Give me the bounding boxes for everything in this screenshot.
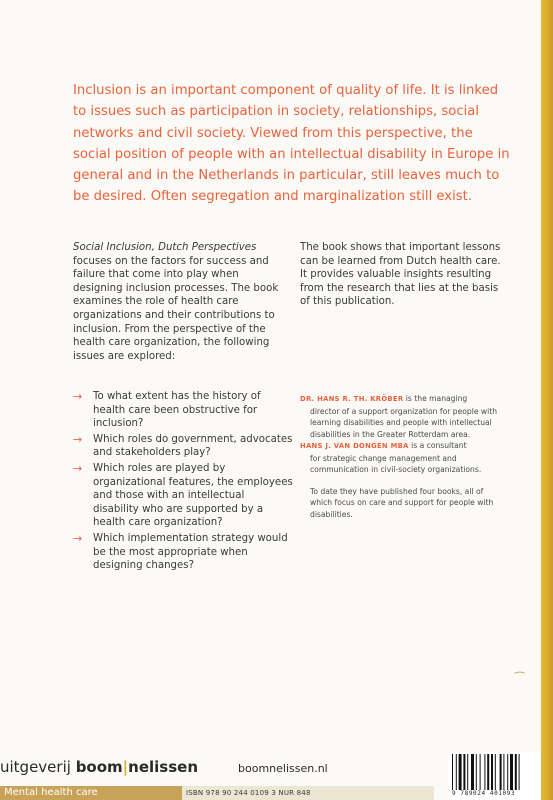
- author-desc-first: is the managing: [405, 394, 468, 403]
- issue-text: To what extent has the history of health care been obstructive for inclusion?: [93, 391, 261, 430]
- issues-list: [73, 390, 293, 575]
- isbn-label: ISBN 978 90 244 0109 3 NUR 848: [182, 786, 434, 800]
- publisher-slash: |: [122, 758, 129, 776]
- barcode-bars-icon: [452, 754, 537, 790]
- author-name: DR. HANS R. TH. KRÖBER: [300, 395, 404, 403]
- book-title: Social Inclusion, Dutch Perspectives: [73, 242, 257, 253]
- left-column: [73, 241, 283, 363]
- arrow-right-icon: →: [73, 531, 83, 545]
- category-label: Mental health care: [0, 786, 182, 800]
- author-desc-first: is a consultant: [411, 441, 467, 450]
- right-column: [300, 241, 510, 309]
- left-column-body: focuses on the factors for success and failure that come into play when designing inclusion processes. The book examines the role of health care organizations and their contributions to inclusion. From the perspective of the health care organization, the following issues are explored:: [73, 255, 279, 362]
- publisher-website: boomnelissen.nl: [238, 762, 328, 775]
- list-item: [73, 390, 293, 431]
- author-bio: [300, 393, 500, 440]
- barcode-number: 9 789024 401093: [452, 790, 516, 797]
- issue-text: Which roles are played by organizational features, the employees and those with an intellectual disability who are supported by a health care organization?: [93, 462, 293, 529]
- author-desc: for strategic change management and communication in civil-society organizations.: [310, 453, 482, 474]
- list-item: [73, 532, 293, 573]
- cover-edge: [541, 0, 553, 800]
- publisher-boom: boom: [75, 758, 123, 776]
- issue-text: Which roles do government, advocates and stakeholders play?: [93, 433, 293, 459]
- issue-text: Which implementation strategy would be the most appropriate when designing changes?: [93, 532, 288, 572]
- list-item: [73, 433, 293, 460]
- author-desc: director of a support organization for people with learning disabilities and people with intellectual disabilities in the Greater Rotterdam area.: [310, 406, 498, 439]
- left-column-text: [73, 241, 283, 363]
- author-name: HANS J. VAN DONGEN MBA: [300, 442, 409, 450]
- author-bio: [300, 440, 500, 476]
- arrow-right-icon: →: [73, 461, 83, 475]
- arrow-right-icon: →: [73, 390, 83, 403]
- publisher-nelissen: nelissen: [128, 758, 198, 776]
- closing-text: To date they have published four books, all of which focus on care and support for people with disabilities.: [310, 486, 494, 519]
- list-item: [73, 462, 293, 530]
- author-bios: [300, 393, 500, 520]
- arrow-right-icon: →: [73, 432, 83, 446]
- publisher-prefix: uitgeverij: [0, 758, 76, 776]
- right-column-text: The book shows that important lessons can be learned from Dutch health care. It provides valuable insights resulting from the research that lies at the basis of this publication.: [300, 242, 501, 308]
- publisher-logo: [0, 758, 198, 776]
- barcode: [448, 752, 541, 800]
- paper-speck: ⁀: [515, 672, 525, 686]
- intro-paragraph: Inclusion is an important component of quality of life. It is linked to issues such as participation in society, relationships, social networks and civil society. Viewed from this perspective, the social position of people with an intellectual disability in Europe in general and in the Netherlands in particular, still leaves much to be desired. Often segregation and marginalization still exist.: [73, 83, 510, 205]
